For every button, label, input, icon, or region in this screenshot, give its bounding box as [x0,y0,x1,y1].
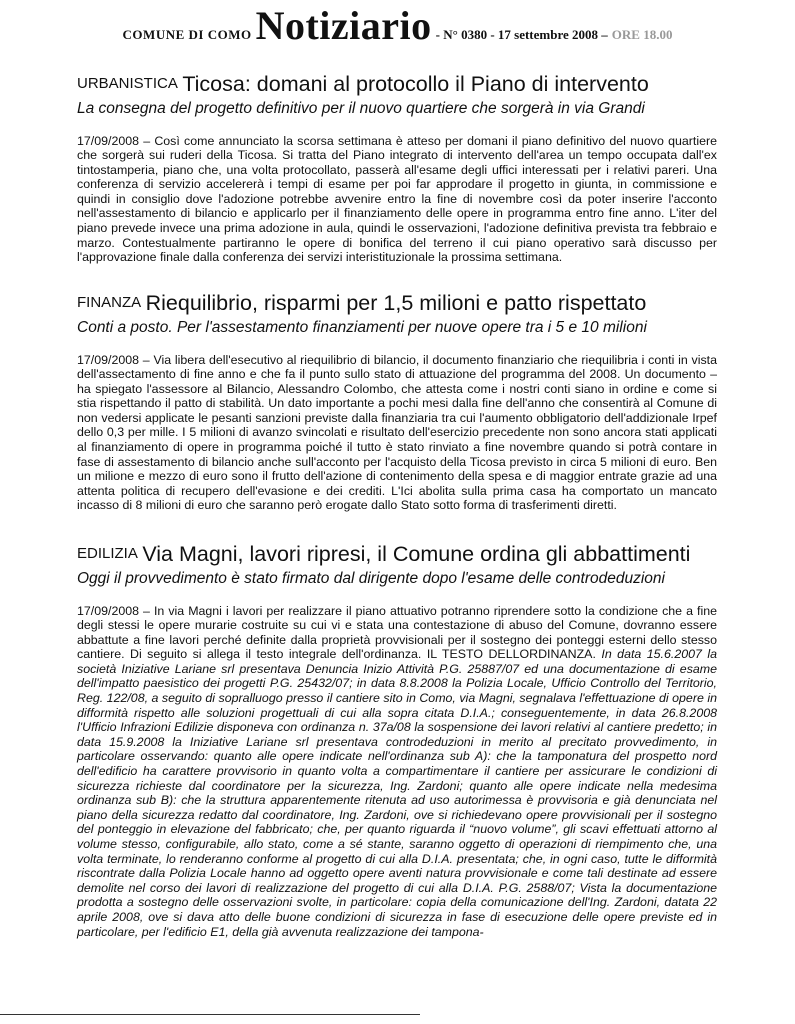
article-body: 17/09/2008 – Via libera dell'esecutivo al riequilibrio di bilancio, il documento finanziario che riequilibria i conti in vista dell'assectamento di fine anno e che fa il punto sullo stato di attuazione del programma del 2008. Un documento – ha spiegato l'assessore al Bilancio, Alessandro Colombo, che attesta come i nostri conti siano in ordine e come si stia rispettando il patto di stabilità. Un dato importante a pochi mesi dalla fine dell'anno che consentirà al Comune di non vedersi applicate le pesanti sanzioni previste dalla finanziaria tra cui l'aumento obbligatorio dell'addizionale Irpef dello 0,3 per mille. I 5 milioni di avanzo svincolati e risultato dell'esercizio precedente non sono ancora stati applicati al finanziamento di opere in programma poiché il tutto è stato rinviato a fine novembre quando si potrà contare in fase di assestamento di bilancio anche sull'acconto per l'acquisto della Ticosa previsto in circa 5 milioni di euro. Ben un milione e mezzo di euro sono il frutto dell'azione di contenimento della spesa e di maggior entrate grazie ad una attenta politica di recupero dell'evasione e dei crediti. L'Ici abolita sulla prima casa ha comportato un mancato incasso di 8 milioni di euro che saranno però erogate dallo Stato sotto forma di trasferimenti diretti. [77,352,717,513]
masthead-issue: - N° 0380 - 17 settembre 2008 – [435,27,608,42]
article-title: Ticosa: domani al protocollo il Piano di intervento [182,72,649,96]
article-body: 17/09/2008 – Così come annunciato la scorsa settimana è atteso per domani il piano definitivo del nuovo quartiere che sorgerà sui ruderi della Ticosa. Si tratta del Piano integrato di intervento dell'area un tempo occupata dall'ex tintostamperia, piano che, una volta protocollato, passerà all'esame degli uffici interessati per i relativi pareri. Una conferenza di servizio accelererà i tempi di esame per poi far approdare il progetto in giunta, in commissione e quindi in consiglio dove l'adozione potrebbe avvenire entro la fine di novembre così da poter inserire l'acconto nell'assestamento di bilancio e applicarlo per il finanziamento delle opere in programma entro fine anno. L'iter del piano prevede invece una prima adozione in aula, quindi le osservazioni, l'adozione definitiva prevista tra febbraio e marzo. Contestualmente partiranno le opere di bonifica del terreno il cui piano operativo sarà discusso per l'approvazione finale dalla conferenza dei servizi interistituzionale la prossima settimana. [77,133,717,265]
ordinance-text: In data 15.6.2007 la società Iniziative Lariane srl presentava Denuncia Inizio Attività P.G. 25887/07 ed una documentazione di esame dell'impatto paesistico dei progetti P.G. 25432/07; in data 8.8.2008 la Polizia Locale, Ufficio Controllo del Territorio, Reg. 122/08, a seguito di sopralluogo presso il cantiere sito in Como, via Magni, segnalava l'effettuazione di opere in difformità rispetto alle soluzioni progettuali di cui alla sopra citata D.I.A.; conseguentemente, in data 26.8.2008 l'Ufficio Infrazioni Edilizie disponeva con ordinanza n. 37a/08 la sospensione dei lavori relativi al cantiere predetto; in data 15.9.2008 la Iniziative Lariane srl presentava controdeduzioni in merito al precitato provvedimento, in particolare osservando: quanto alle opere indicate nell'ordinanza sub A): che la tamponatura del prospetto nord dell'edificio ha carattere provvisorio in quanto volta a compartimentare il cantiere per assicurare le condizioni di sicurezza richieste dal coordinatore per la sicurezza, Ing. Zardoni; quanto alle opere indicate nella medesima ordinanza sub B): che la struttura apparentemente ritenuta ad uso autorimessa è provvisoria e già denunciata nel piano della sicurezza redatto dal coordinatore, Ing. Zardoni, ove si richiedevano opere provvisionali per il sostegno del ponteggio in elevazione del fabbricato; che, per quanto riguarda il “nuovo volume”, gli scavi effettuati attorno al volume stesso, configurabile, allo stato, come a sé stante, saranno oggetto di operazioni di riempimento che, una volta terminate, lo renderanno conforme al progetto di cui alla D.I.A. presentata; che, in ogni caso, tutte le difformità riscontrate dalla Polizia Locale hanno ad oggetto opere aventi natura provvisionale e come tali destinate ad essere demolite nel corso dei lavori di realizzazione del progetto di cui alla D.I.A. P.G. 2588/07; Vista la documentazione prodotta a sostegno delle osservazioni svolte, in particolare: copia della comunicazione dell'Ing. Zardoni, datata 22 aprile 2008, ove si dava atto delle buone condizioni di sicurezza in fase di esecuzione delle opere previste ed in particolare, per l'edificio E1, della già avvenuta realizzazione dei tampona- [77,647,717,939]
article-title: Via Magni, lavori ripresi, il Comune ordina gli abbattimenti [142,542,691,566]
masthead-title: Notiziario [255,3,432,48]
article-headline [77,74,717,96]
masthead [0,2,795,49]
article-body-text: 17/09/2008 – In via Magni i lavori per realizzare il piano attuativo potranno riprendere sotto la condizione che a fine degli stessi le opere murarie costruite su cui vi e stata una contestazione di abuso del Comune, dovranno essere abbattute a fine lavori perché definite dalla proprietà provvisionali per il sostegno dei ponteggi esterni dello stesso cantiere. Di seguito si allega il testo integrale dell'ordinanza. IL TESTO DELLORDINANZA. [77,603,717,662]
article-urbanistica [77,74,717,265]
masthead-comune: COMUNE DI COMO [122,27,252,42]
article-finanza [77,293,717,513]
article-subtitle: La consegna del progetto definitivo per il nuovo quartiere che sorgerà in via Grandi [77,99,645,117]
article-subtitle: Oggi il provvedimento è stato firmato dal dirigente dopo l'esame delle controdeduzioni [77,569,665,587]
article-headline [77,544,717,566]
footer-divider [0,1014,420,1015]
section-label: EDILIZIA [77,545,138,562]
article-title: Riequilibrio, risparmi per 1,5 milioni e patto rispettato [145,291,647,315]
masthead-time: ORE 18.00 [611,27,673,42]
article-headline [77,293,717,315]
article-subtitle: Conti a posto. Per l'assestamento finanziamenti per nuove opere tra i 5 e 10 milioni [77,318,647,336]
section-label: FINANZA [77,294,142,311]
article-edilizia [77,544,717,939]
section-label: URBANISTICA [77,75,178,92]
article-body [77,604,717,940]
